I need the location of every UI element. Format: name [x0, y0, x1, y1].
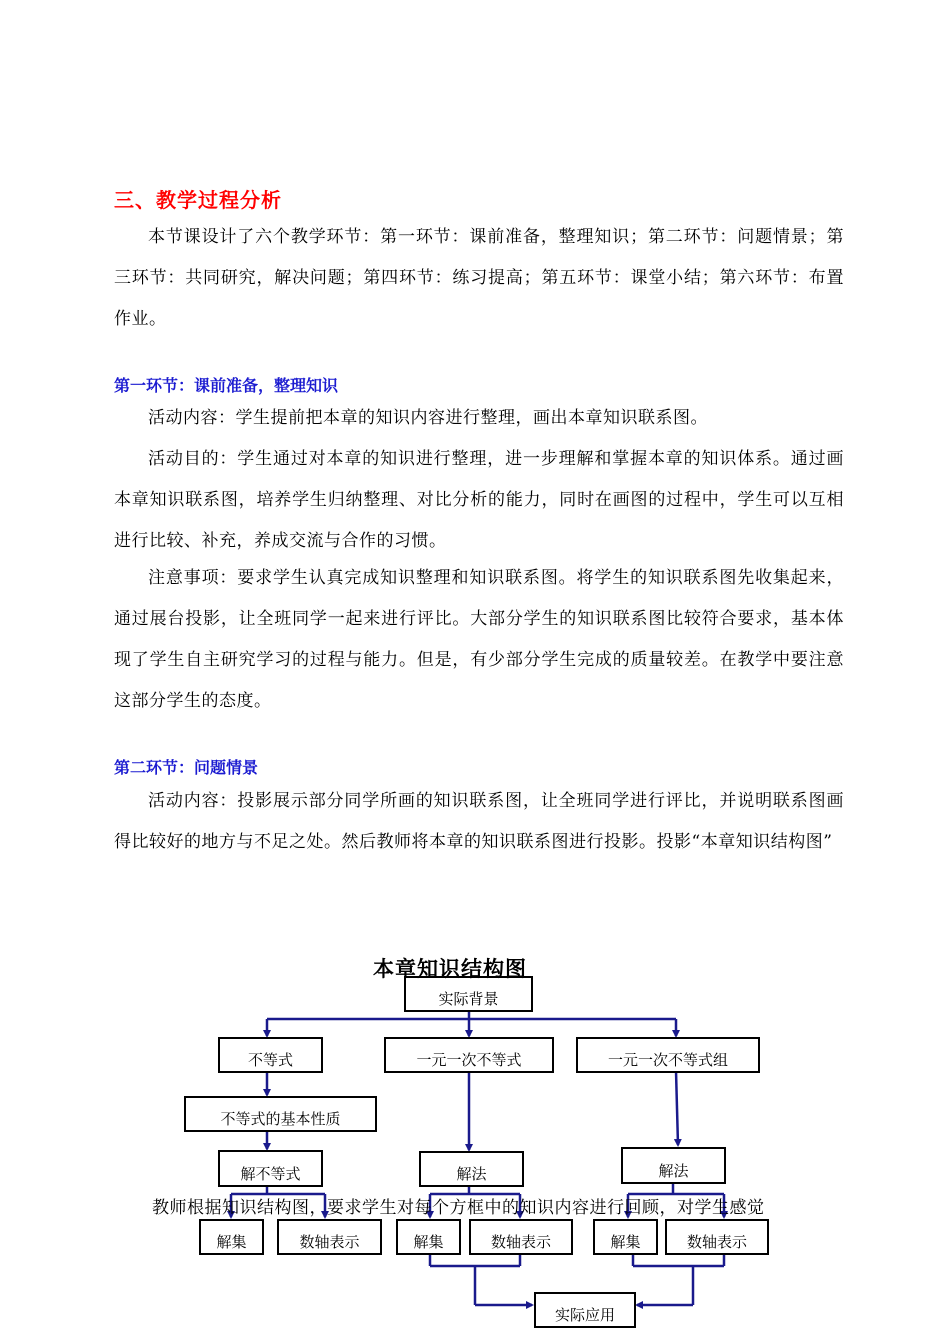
box-solution-set: 解集 [396, 1219, 461, 1255]
stage1-notes: 注意事项：要求学生认真完成知识整理和知识联系图。将学生的知识联系图先收集起来，通过展台投影，让全班同学一起来进行评比。大部分学生的知识联系图比较符合要求，基本体现了学生自主研究学习的过程与能力。但是，有少部分学生完成的质量较差。在教学中要注意这部分学生的态度。 [114, 568, 844, 711]
box-number-line: 数轴表示 [469, 1219, 573, 1255]
box-solution-set: 解集 [593, 1219, 658, 1255]
stage1-activity-content: 活动内容：学生提前把本章的知识内容进行整理，画出本章知识联系图。 [148, 408, 708, 428]
box-number-line: 数轴表示 [665, 1219, 769, 1255]
box-linear-inequality: 一元一次不等式 [384, 1037, 554, 1073]
stage2-heading: 第二环节：问题情景 [114, 758, 259, 777]
stage1-activity-purpose: 活动目的：学生通过对本章的知识进行整理，进一步理解和掌握本章的知识体系。通过画本章知识联系图，培养学生归纳整理、对比分析的能力，同时在画图的过程中，学生可以互相进行比较、补充，养成交流与合作的习惯。 [114, 449, 844, 551]
stage1-heading: 第一环节：课前准备，整理知识 [114, 376, 339, 395]
box-inequality: 不等式 [218, 1037, 323, 1073]
box-application: 实际应用 [534, 1292, 636, 1328]
box-inequality-property: 不等式的基本性质 [184, 1096, 377, 1132]
stage2-activity-content: 活动内容：投影展示部分同学所画的知识联系图，让全班同学进行评比，并说明联系图画得比较好的地方与不足之处。然后教师将本章的知识联系图进行投影。投影“本章知识结构图” [114, 791, 844, 852]
continuation-text: 教师根据知识结构图，要求学生对每个方框中的知识内容进行回顾，对学生感觉 [152, 1198, 765, 1218]
box-number-line: 数轴表示 [277, 1219, 382, 1255]
box-linear-inequality-system: 一元一次不等式组 [576, 1037, 760, 1073]
box-solve-inequality: 解不等式 [218, 1150, 323, 1187]
box-solution-set: 解集 [199, 1219, 264, 1255]
diagram-title: 本章知识结构图 [373, 956, 527, 981]
box-method-1: 解法 [419, 1151, 524, 1187]
section-heading: 三、教学过程分析 [114, 188, 282, 212]
intro-paragraph: 本节课设计了六个教学环节：第一环节：课前准备，整理知识；第二环节：问题情景；第三环节：共同研究，解决问题；第四环节：练习提高；第五环节：课堂小结；第六环节：布置作业。 [114, 227, 844, 329]
box-root: 实际背景 [404, 976, 533, 1012]
box-method-2: 解法 [621, 1147, 726, 1184]
